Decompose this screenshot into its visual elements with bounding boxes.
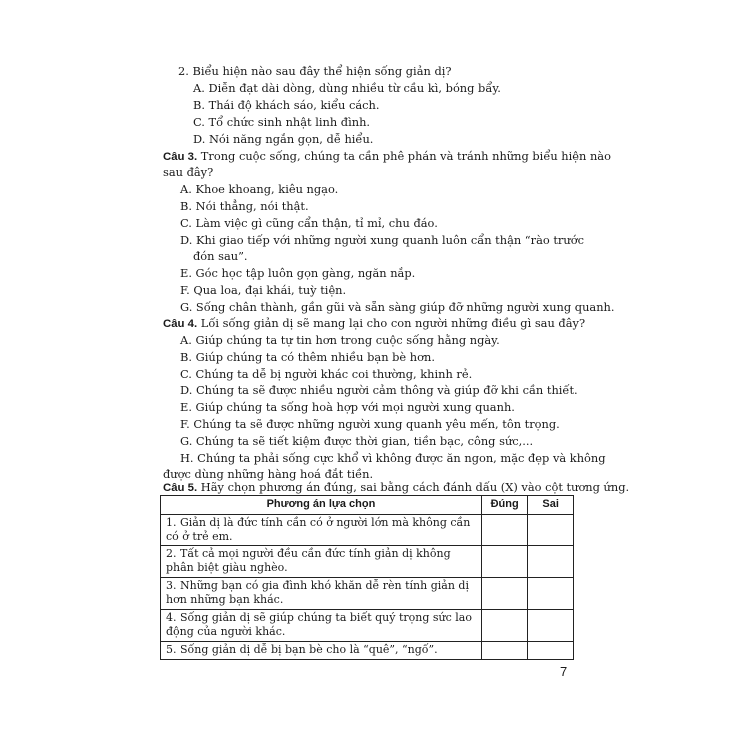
text-line: E. Giúp chúng ta sống hoà hợp với mọi người xung quanh. bbox=[180, 400, 515, 414]
option-cell: 5. Sống giản dị dễ bị bạn bè cho là “quê”, “ngố”. bbox=[161, 642, 482, 660]
false-checkbox-cell[interactable] bbox=[528, 546, 574, 578]
header-true: Đúng bbox=[481, 496, 527, 515]
text-line: D. Chúng ta sẽ được nhiều người cảm thông và giúp đỡ khi cần thiết. bbox=[180, 383, 578, 397]
text-line: D. Khi giao tiếp với những người xung quanh luôn cẩn thận “rào trước bbox=[180, 233, 584, 247]
true-checkbox-cell[interactable] bbox=[481, 610, 527, 642]
text-line: E. Góc học tập luôn gọn gàng, ngăn nắp. bbox=[180, 266, 416, 280]
text-line: A. Giúp chúng ta tự tin hơn trong cuộc sống hằng ngày. bbox=[180, 333, 500, 347]
text-line: C. Tổ chức sinh nhật linh đình. bbox=[193, 115, 371, 129]
question-heading bbox=[163, 316, 585, 331]
text-line: H. Chúng ta phải sống cực khổ vì không được ăn ngon, mặc đẹp và không bbox=[180, 451, 606, 465]
option-cell: 1. Giản dị là đức tính cần có ở người lớn mà không cần có ở trẻ em. bbox=[161, 515, 482, 546]
text-line: C. Chúng ta dễ bị người khác coi thường, khinh rẻ. bbox=[180, 367, 473, 381]
true-checkbox-cell[interactable] bbox=[481, 515, 527, 546]
question-heading bbox=[163, 480, 629, 495]
false-checkbox-cell[interactable] bbox=[528, 578, 574, 610]
text-line: F. Chúng ta sẽ được những người xung quanh yêu mến, tôn trọng. bbox=[180, 417, 560, 431]
question-text: Lối sống giản dị sẽ mang lại cho con người những điều gì sau đây? bbox=[197, 316, 586, 330]
text-line: A. Diễn đạt dài dòng, dùng nhiều từ cầu kì, bóng bẩy. bbox=[193, 81, 501, 95]
table-header-row bbox=[161, 496, 574, 515]
text-line: C. Làm việc gì cũng cẩn thận, tỉ mỉ, chu đáo. bbox=[180, 216, 438, 230]
header-false: Sai bbox=[528, 496, 574, 515]
true-checkbox-cell[interactable] bbox=[481, 546, 527, 578]
text-line: D. Nói năng ngắn gọn, dễ hiểu. bbox=[193, 132, 374, 146]
question-text: Hãy chọn phương án đúng, sai bằng cách đánh dấu (X) vào cột tương ứng. bbox=[197, 480, 630, 494]
text-line: B. Thái độ khách sáo, kiểu cách. bbox=[193, 98, 380, 112]
true-checkbox-cell[interactable] bbox=[481, 642, 527, 660]
question-label: Câu 5. bbox=[163, 482, 198, 494]
false-checkbox-cell[interactable] bbox=[528, 642, 574, 660]
question-label: Câu 3. bbox=[163, 151, 198, 163]
option-cell: 3. Những bạn có gia đình khó khăn dễ rèn tính giản dị hơn những bạn khác. bbox=[161, 578, 482, 610]
text-line: đón sau”. bbox=[193, 249, 248, 263]
option-cell: 4. Sống giản dị sẽ giúp chúng ta biết quý trọng sức lao động của người khác. bbox=[161, 610, 482, 642]
question-text: Trong cuộc sống, chúng ta cần phê phán và tránh những biểu hiện nào bbox=[197, 149, 611, 163]
table-row bbox=[161, 642, 574, 660]
text-line: B. Giúp chúng ta có thêm nhiều bạn bè hơn. bbox=[180, 350, 435, 364]
text-line: sau đây? bbox=[163, 165, 214, 179]
true-checkbox-cell[interactable] bbox=[481, 578, 527, 610]
table-row bbox=[161, 515, 574, 546]
question-heading bbox=[163, 149, 611, 164]
text-line: được dùng những hàng hoá đắt tiền. bbox=[163, 467, 374, 481]
page-number: 7 bbox=[560, 664, 568, 679]
table-row bbox=[161, 610, 574, 642]
text-line: G. Sống chân thành, gần gũi và sẵn sàng giúp đỡ những người xung quanh. bbox=[180, 300, 615, 314]
table-row bbox=[161, 546, 574, 578]
answer-table bbox=[160, 495, 574, 660]
text-line: F. Qua loa, đại khái, tuỳ tiện. bbox=[180, 283, 347, 297]
false-checkbox-cell[interactable] bbox=[528, 610, 574, 642]
false-checkbox-cell[interactable] bbox=[528, 515, 574, 546]
text-line: G. Chúng ta sẽ tiết kiệm được thời gian, tiền bạc, công sức,... bbox=[180, 434, 534, 448]
option-cell: 2. Tất cả mọi người đều cần đức tính giản dị không phân biệt giàu nghèo. bbox=[161, 546, 482, 578]
question-label: Câu 4. bbox=[163, 318, 198, 330]
text-line: 2. Biểu hiện nào sau đây thể hiện sống giản dị? bbox=[178, 64, 452, 78]
text-line: B. Nói thẳng, nói thật. bbox=[180, 199, 309, 213]
table-row bbox=[161, 578, 574, 610]
header-option: Phương án lựa chọn bbox=[161, 496, 482, 515]
text-line: A. Khoe khoang, kiêu ngạo. bbox=[180, 182, 339, 196]
